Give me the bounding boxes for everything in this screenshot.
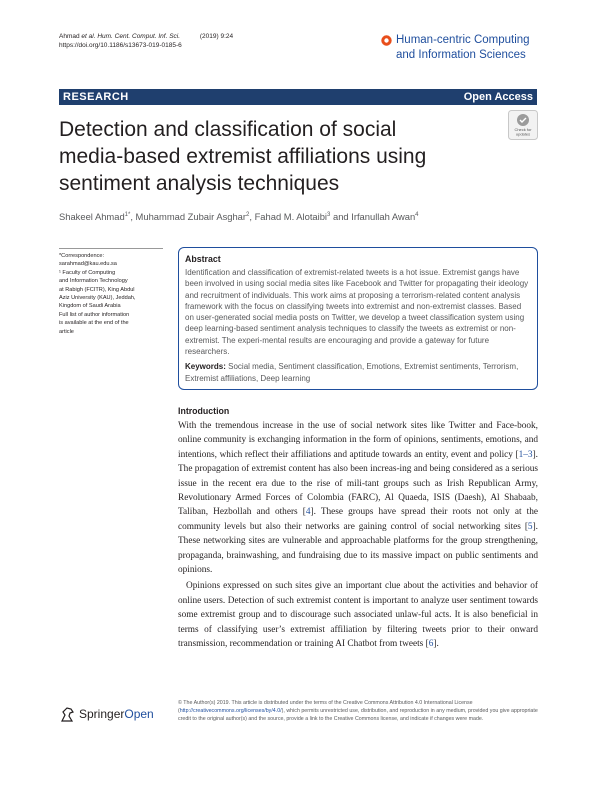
journal-name-line1: Human-centric Computing [396, 34, 530, 46]
correspondence-sidebar [59, 248, 163, 336]
journal-logo-icon [381, 35, 392, 46]
article-citation [59, 32, 233, 50]
citation-year-volume: (2019) 9:24 [199, 33, 234, 40]
article-type-banner [59, 89, 537, 105]
paragraph-text: With the tremendous increase in the use of social network sites like Twitter and Face-book, online community is exchanging information in the form of opinions, sentiments, emotions, and intentions, which reflect their affiliations and aptitude towards an entity, event and policy [ [178, 421, 538, 460]
author-list [59, 211, 419, 222]
svg-text:Check for: Check for [514, 127, 532, 132]
paragraph [178, 579, 538, 651]
author-affiliation-mark: 1* [124, 211, 131, 218]
affiliation-line: and Information Technology [59, 278, 128, 285]
open-access-label: Open Access [463, 91, 533, 103]
citation-link[interactable]: 4 [305, 507, 311, 518]
author-name[interactable]: , Fahad M. Alotaibi [249, 211, 328, 222]
publisher-name [79, 707, 154, 721]
paragraph-text: ]. These groups have spread their roots not only at the community levels but also their networks are gaining control of social networking sites [ [178, 507, 538, 532]
citation-link[interactable]: 1–3 [518, 449, 533, 460]
abstract-heading: Abstract [185, 254, 221, 264]
paragraph-text: ]. [433, 639, 439, 650]
author-name[interactable]: , Muhammad Zubair Asghar [130, 211, 247, 222]
check-for-updates-icon [508, 110, 538, 140]
abstract-text: Identification and classification of extremist-related tweets is a hot issue. Extremist gangs have been involved in using social media sites like Facebook and Twitter for propagating their ideology and recruitment of individuals. This work aims at proposing a terrorism-related content analysis framework with the focus on classifying tweets into extremist and non-extremist classes. Based on user-generated social media posts on Twitter, we develop a tweet classification system using deep learning-based sentiment analysis techniques to classify the tweets as extremist or non-extremist. The experi-mental results are encouraging and provide a gateway for future researchers. [185, 268, 529, 357]
paragraph-text: Opinions expressed on such sites give an important clue about the activities and behavior of online users. Detection of such extremist content is important to analyze user sentiment towards some extremist group and to discourage such associated unlaw-ful acts. It is also beneficial in terms of classifying user’s extremist affiliation by filtering tweets prior to their onward transmission, recommendation or training AI Chatbot from tweets [ [178, 581, 538, 650]
author-affiliation-mark: 2 [246, 211, 250, 218]
article-title [59, 116, 479, 197]
keywords-list: Social media, Sentiment classification, Emotions, Extremist sentiments, Terrorism, Extremist affiliations, Deep learning [185, 362, 519, 383]
publisher-open-label: Open [124, 707, 154, 721]
springer-horse-icon [59, 706, 76, 723]
author-name[interactable]: and Irfanullah Awan [330, 211, 416, 222]
paragraph-text: ]. These networking sites are vulnerable and approachable platforms for the group strengthening, propaganda, brainwashing, and fundraising due to its massive impact on public sentiments and opinions. [178, 521, 538, 576]
check-for-updates-button[interactable] [508, 110, 538, 140]
abstract-box [178, 247, 538, 390]
introduction-heading: Introduction [178, 406, 230, 416]
doi-link[interactable]: https://doi.org/10.1186/s13673-019-0185-6 [59, 42, 182, 49]
publisher-name-part: Springer [79, 707, 125, 721]
license-notice [178, 699, 540, 723]
journal-name-line2: and Information Sciences [396, 49, 526, 61]
publisher-logo [59, 706, 169, 724]
affiliation-line: at Rabigh (FCITR), King Abdul [59, 286, 135, 293]
author-info-note: Full list of author information [59, 311, 130, 318]
author-affiliation-mark: 4 [415, 211, 419, 218]
license-text: ), which permits unrestricted use, distribution, and reproduction in any medium, provided you give appropriate credit to the original author(s) and the source, provide a link to the Creative Commons license, and indicate if changes were made. [178, 708, 538, 723]
correspondence-label: *Correspondence: [59, 253, 105, 259]
affiliation-line: Aziz University (KAU), Jeddah, [59, 295, 136, 302]
citation-author: Ahmad [59, 33, 80, 40]
license-text: © The Author(s) 2019. This article is distributed under the terms of the Creative Commons Attribution 4.0 International License ( [178, 700, 473, 715]
title-line-3: sentiment analysis techniques [59, 172, 340, 195]
affiliation-line: Kingdom of Saudi Arabia [59, 303, 121, 310]
paragraph [178, 419, 538, 577]
journal-name [396, 33, 530, 63]
title-line-2: media-based extremist affiliations using [59, 145, 427, 168]
author-name[interactable]: Shakeel Ahmad [59, 211, 125, 222]
author-affiliation-mark: 3 [327, 211, 331, 218]
citation-journal: et al. Hum. Cent. Comput. Inf. Sci. [81, 33, 181, 40]
paragraph-text: ]. The propagation of extremist content has also been increas-ing and being considered as a serious issue in the recent era due to the rise of mili-tant groups such as Irish Republican Army, Revolutionary Armed Forces of Colombia (FARC), Al Quaeda, ISIS (Daesh), Al Shabaab, Taliban, Hezbollah and others [ [178, 449, 538, 518]
keywords [185, 361, 531, 384]
keywords-label: Keywords: [185, 362, 226, 372]
introduction-body [178, 419, 538, 652]
author-info-note: is available at the end of the [59, 320, 129, 327]
author-info-note: article [59, 328, 74, 335]
license-link[interactable]: http://creativecommons.org/licenses/by/4.0/ [179, 708, 282, 715]
affiliation-line: ¹ Faculty of Computing [59, 269, 116, 276]
title-line-1: Detection and classification of social [59, 118, 397, 141]
correspondence-email-link[interactable]: sarahmad@kau.edu.sa [59, 261, 117, 268]
citation-link[interactable]: 5 [527, 521, 533, 532]
article-type-label: RESEARCH [63, 91, 129, 103]
citation-link[interactable]: 6 [428, 639, 434, 650]
svg-text:updates: updates [515, 131, 531, 137]
